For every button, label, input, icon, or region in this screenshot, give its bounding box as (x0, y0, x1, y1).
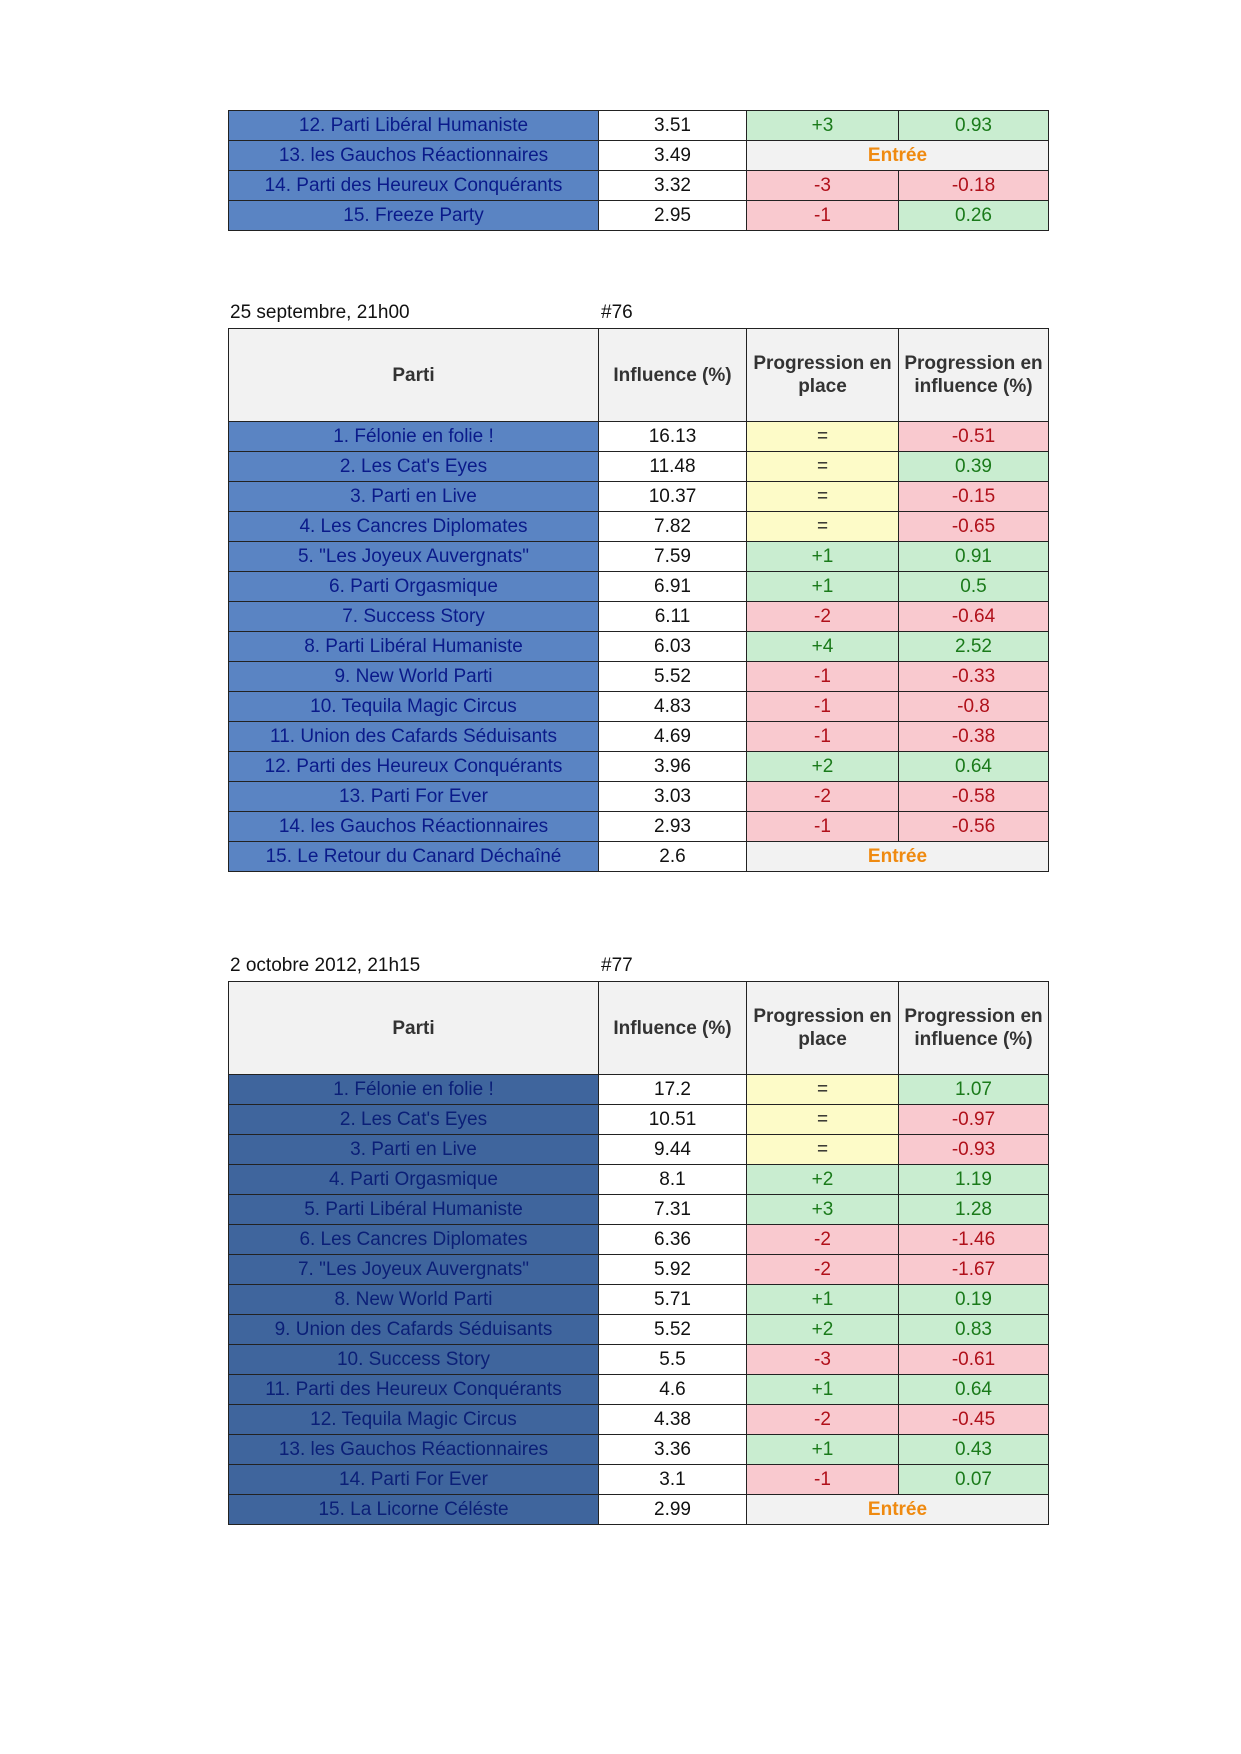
table-header-row (229, 329, 1049, 422)
influence-value: 2.95 (599, 201, 747, 231)
table-row (229, 1465, 1049, 1495)
influence-progression: 0.83 (899, 1315, 1049, 1345)
influence-progression: 0.5 (899, 572, 1049, 602)
table-row (229, 782, 1049, 812)
ranking-block-75 (228, 110, 1048, 231)
place-progression: = (747, 1075, 899, 1105)
table-row (229, 422, 1049, 452)
table-row (229, 1105, 1049, 1135)
place-progression: -1 (747, 692, 899, 722)
party-name: 8. New World Parti (229, 1285, 599, 1315)
party-name: 14. les Gauchos Réactionnaires (229, 812, 599, 842)
influence-value: 2.6 (599, 842, 747, 872)
place-progression: +1 (747, 1435, 899, 1465)
influence-progression: -0.93 (899, 1135, 1049, 1165)
table-row (229, 1135, 1049, 1165)
header-party: Parti (229, 329, 599, 422)
table-caption (228, 302, 1048, 328)
influence-value: 6.11 (599, 602, 747, 632)
influence-value: 4.6 (599, 1375, 747, 1405)
influence-progression: -1.46 (899, 1225, 1049, 1255)
party-name: 15. La Licorne Céléste (229, 1495, 599, 1525)
place-progression: = (747, 422, 899, 452)
influence-value: 2.93 (599, 812, 747, 842)
party-name: 2. Les Cat's Eyes (229, 452, 599, 482)
place-progression: = (747, 1135, 899, 1165)
new-entry-label: Entrée (747, 1495, 1049, 1525)
influence-progression: 0.43 (899, 1435, 1049, 1465)
influence-progression: 0.64 (899, 1375, 1049, 1405)
place-progression: +3 (747, 111, 899, 141)
party-name: 15. Le Retour du Canard Déchaîné (229, 842, 599, 872)
influence-value: 7.59 (599, 542, 747, 572)
party-name: 10. Tequila Magic Circus (229, 692, 599, 722)
influence-progression: 0.64 (899, 752, 1049, 782)
table-row (229, 1255, 1049, 1285)
table-caption (228, 955, 1048, 981)
table-row (229, 1435, 1049, 1465)
table-row (229, 542, 1049, 572)
influence-progression: -0.58 (899, 782, 1049, 812)
influence-progression: -1.67 (899, 1255, 1049, 1285)
influence-progression: 0.19 (899, 1285, 1049, 1315)
influence-value: 9.44 (599, 1135, 747, 1165)
influence-value: 3.32 (599, 171, 747, 201)
header-influence-progression: Progression en influence (%) (899, 982, 1049, 1075)
influence-value: 8.1 (599, 1165, 747, 1195)
table-row (229, 692, 1049, 722)
table-row (229, 1345, 1049, 1375)
party-name: 7. Success Story (229, 602, 599, 632)
place-progression: +2 (747, 752, 899, 782)
header-place-progression: Progression en place (747, 982, 899, 1075)
ranking-number: #76 (601, 302, 633, 323)
place-progression: +1 (747, 1375, 899, 1405)
influence-progression: 1.19 (899, 1165, 1049, 1195)
place-progression: = (747, 482, 899, 512)
place-progression: +1 (747, 542, 899, 572)
party-name: 8. Parti Libéral Humaniste (229, 632, 599, 662)
table-row (229, 1165, 1049, 1195)
influence-progression: 1.07 (899, 1075, 1049, 1105)
party-name: 6. Parti Orgasmique (229, 572, 599, 602)
header-influence: Influence (%) (599, 982, 747, 1075)
place-progression: -1 (747, 201, 899, 231)
influence-value: 17.2 (599, 1075, 747, 1105)
table-row (229, 512, 1049, 542)
party-name: 3. Parti en Live (229, 482, 599, 512)
influence-value: 10.51 (599, 1105, 747, 1135)
influence-value: 6.36 (599, 1225, 747, 1255)
influence-value: 5.92 (599, 1255, 747, 1285)
header-influence-progression: Progression en influence (%) (899, 329, 1049, 422)
party-name: 15. Freeze Party (229, 201, 599, 231)
party-name: 5. Parti Libéral Humaniste (229, 1195, 599, 1225)
influence-value: 11.48 (599, 452, 747, 482)
party-name: 7. "Les Joyeux Auvergnats" (229, 1255, 599, 1285)
influence-value: 4.69 (599, 722, 747, 752)
table-row (229, 602, 1049, 632)
party-name: 9. New World Parti (229, 662, 599, 692)
new-entry-label: Entrée (747, 141, 1049, 171)
table-row (229, 1075, 1049, 1105)
table-header-row (229, 982, 1049, 1075)
influence-progression: -0.15 (899, 482, 1049, 512)
table-row (229, 812, 1049, 842)
party-name: 5. "Les Joyeux Auvergnats" (229, 542, 599, 572)
place-progression: = (747, 512, 899, 542)
party-name: 14. Parti For Ever (229, 1465, 599, 1495)
place-progression: +3 (747, 1195, 899, 1225)
influence-value: 4.83 (599, 692, 747, 722)
influence-value: 5.52 (599, 1315, 747, 1345)
place-progression: +4 (747, 632, 899, 662)
place-progression: = (747, 452, 899, 482)
table-row (229, 1225, 1049, 1255)
place-progression: -2 (747, 602, 899, 632)
table-row (229, 632, 1049, 662)
place-progression: +2 (747, 1315, 899, 1345)
influence-progression: -0.8 (899, 692, 1049, 722)
influence-progression: 0.26 (899, 201, 1049, 231)
influence-progression: 1.28 (899, 1195, 1049, 1225)
place-progression: -2 (747, 1225, 899, 1255)
influence-value: 5.52 (599, 662, 747, 692)
table-row (229, 111, 1049, 141)
party-name: 12. Tequila Magic Circus (229, 1405, 599, 1435)
party-name: 12. Parti des Heureux Conquérants (229, 752, 599, 782)
party-name: 11. Union des Cafards Séduisants (229, 722, 599, 752)
influence-value: 6.91 (599, 572, 747, 602)
header-place-progression: Progression en place (747, 329, 899, 422)
table-row (229, 572, 1049, 602)
ranking-table (228, 110, 1049, 231)
influence-progression: 2.52 (899, 632, 1049, 662)
influence-value: 3.03 (599, 782, 747, 812)
influence-progression: -0.38 (899, 722, 1049, 752)
table-row (229, 752, 1049, 782)
ranking-block-77 (228, 955, 1048, 1525)
influence-progression: -0.45 (899, 1405, 1049, 1435)
party-name: 13. les Gauchos Réactionnaires (229, 1435, 599, 1465)
place-progression: -1 (747, 1465, 899, 1495)
party-name: 9. Union des Cafards Séduisants (229, 1315, 599, 1345)
table-row (229, 1375, 1049, 1405)
party-name: 13. les Gauchos Réactionnaires (229, 141, 599, 171)
table-row (229, 141, 1049, 171)
influence-value: 5.5 (599, 1345, 747, 1375)
table-row (229, 1315, 1049, 1345)
table-row (229, 662, 1049, 692)
ranking-table (228, 981, 1049, 1525)
influence-progression: 0.07 (899, 1465, 1049, 1495)
influence-progression: -0.18 (899, 171, 1049, 201)
table-row (229, 1195, 1049, 1225)
influence-progression: 0.93 (899, 111, 1049, 141)
place-progression: +1 (747, 1285, 899, 1315)
party-name: 1. Félonie en folie ! (229, 1075, 599, 1105)
party-name: 4. Les Cancres Diplomates (229, 512, 599, 542)
table-row (229, 171, 1049, 201)
party-name: 2. Les Cat's Eyes (229, 1105, 599, 1135)
party-name: 10. Success Story (229, 1345, 599, 1375)
influence-value: 16.13 (599, 422, 747, 452)
party-name: 12. Parti Libéral Humaniste (229, 111, 599, 141)
influence-value: 3.96 (599, 752, 747, 782)
ranking-date: 2 octobre 2012, 21h15 (230, 955, 421, 976)
influence-progression: -0.61 (899, 1345, 1049, 1375)
ranking-date: 25 septembre, 21h00 (230, 302, 410, 323)
table-row (229, 452, 1049, 482)
new-entry-label: Entrée (747, 842, 1049, 872)
place-progression: -1 (747, 662, 899, 692)
ranking-number: #77 (601, 955, 633, 976)
place-progression: = (747, 1105, 899, 1135)
table-row (229, 722, 1049, 752)
party-name: 13. Parti For Ever (229, 782, 599, 812)
place-progression: -2 (747, 1405, 899, 1435)
influence-progression: -0.33 (899, 662, 1049, 692)
table-row (229, 1405, 1049, 1435)
influence-value: 3.49 (599, 141, 747, 171)
place-progression: -1 (747, 812, 899, 842)
table-row (229, 201, 1049, 231)
place-progression: -3 (747, 1345, 899, 1375)
influence-value: 4.38 (599, 1405, 747, 1435)
influence-progression: -0.51 (899, 422, 1049, 452)
table-row (229, 482, 1049, 512)
ranking-block-76 (228, 302, 1048, 872)
influence-progression: -0.65 (899, 512, 1049, 542)
place-progression: -3 (747, 171, 899, 201)
party-name: 6. Les Cancres Diplomates (229, 1225, 599, 1255)
table-row (229, 1285, 1049, 1315)
header-influence: Influence (%) (599, 329, 747, 422)
place-progression: +1 (747, 572, 899, 602)
influence-progression: 0.91 (899, 542, 1049, 572)
party-name: 11. Parti des Heureux Conquérants (229, 1375, 599, 1405)
place-progression: -2 (747, 782, 899, 812)
influence-value: 6.03 (599, 632, 747, 662)
table-row (229, 1495, 1049, 1525)
place-progression: -2 (747, 1255, 899, 1285)
influence-progression: -0.56 (899, 812, 1049, 842)
influence-value: 10.37 (599, 482, 747, 512)
influence-value: 3.36 (599, 1435, 747, 1465)
influence-value: 3.51 (599, 111, 747, 141)
influence-value: 5.71 (599, 1285, 747, 1315)
party-name: 3. Parti en Live (229, 1135, 599, 1165)
table-row (229, 842, 1049, 872)
influence-value: 3.1 (599, 1465, 747, 1495)
influence-progression: -0.97 (899, 1105, 1049, 1135)
party-name: 1. Félonie en folie ! (229, 422, 599, 452)
party-name: 4. Parti Orgasmique (229, 1165, 599, 1195)
party-name: 14. Parti des Heureux Conquérants (229, 171, 599, 201)
influence-value: 7.31 (599, 1195, 747, 1225)
header-party: Parti (229, 982, 599, 1075)
influence-value: 2.99 (599, 1495, 747, 1525)
place-progression: -1 (747, 722, 899, 752)
place-progression: +2 (747, 1165, 899, 1195)
influence-progression: -0.64 (899, 602, 1049, 632)
influence-progression: 0.39 (899, 452, 1049, 482)
influence-value: 7.82 (599, 512, 747, 542)
ranking-table (228, 328, 1049, 872)
